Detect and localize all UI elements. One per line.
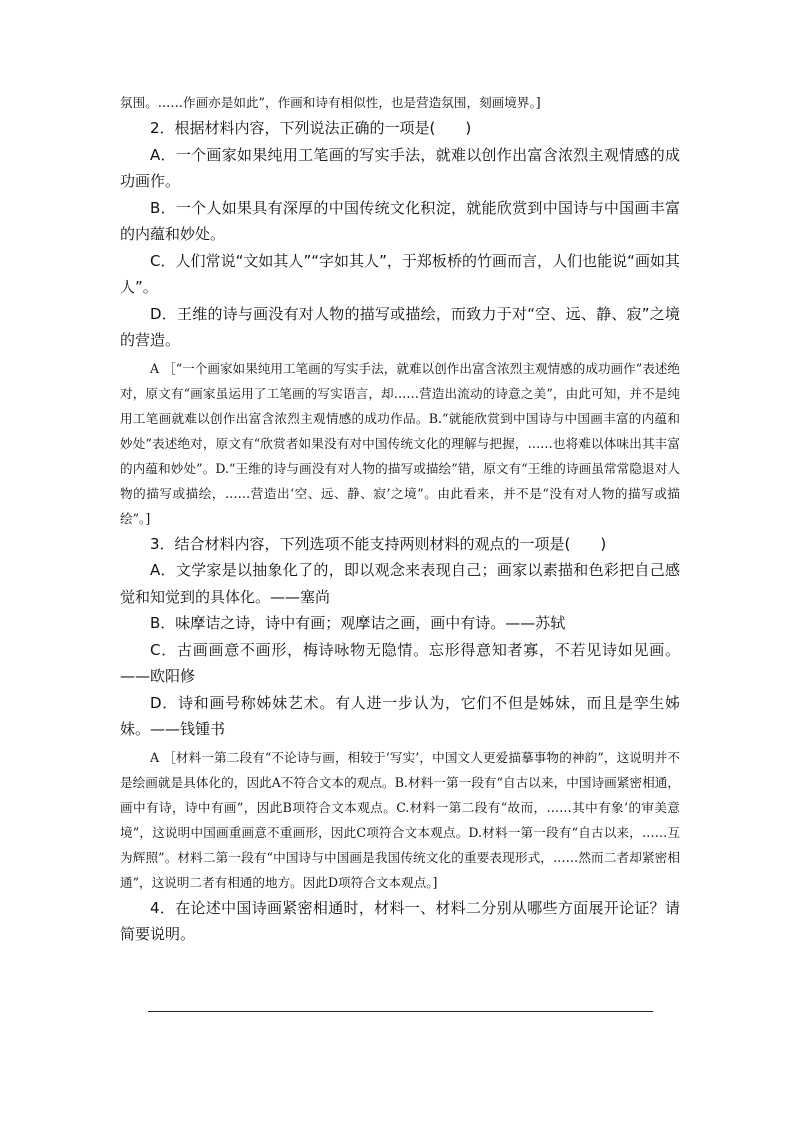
question-3-stem: 3．结合材料内容，下列选项不能支持两则材料的观点的一项是( ) bbox=[150, 534, 607, 553]
question-2-option-d: D．王维的诗与画没有对人物的描写或描绘，而致力于对“空、远、静、寂”之境的营造。 bbox=[120, 304, 680, 349]
question-2-option-a: A．一个画家如果纯用工笔画的写实手法，就难以创作出富含浓烈主观情感的成功画作。 bbox=[120, 145, 680, 190]
question-4-stem: 4．在论述中国诗画紧密相通时，材料一、材料二分别从哪些方面展开论证？请简要说明。 bbox=[120, 898, 680, 943]
question-3-option-d: D．诗和画号称姊妹艺术。有人进一步认为，它们不但是姊妹，而且是孪生姊妹。——钱锺书 bbox=[120, 693, 680, 738]
question-3-option-a: A．文学家是以抽象化了的，即以观念来表现自己；画家以素描和色彩把自己感觉和知觉到的具体化。——塞尚 bbox=[120, 561, 680, 606]
question-3-option-b: B．味摩诘之诗，诗中有画；观摩诘之画，画中有诗。——苏轼 bbox=[150, 614, 566, 632]
question-3-option-c: C．古画画意不画形，梅诗咏物无隐情。忘形得意知者寡，不若见诗如见画。——欧阳修 bbox=[120, 640, 680, 685]
question-2-option-c: C．人们常说“文如其人”“字如其人”，于郑板桥的竹画而言，人们也能说“画如其人”。 bbox=[120, 251, 680, 296]
question-3-answer: A ［材料一第二段有“不论诗与画，相较于‘写实’，中国文人更爱描摹事物的神韵”，这说明并不是绘画就是具体化的，因此A不符合文本的观点。B.材料一第一段有“自古以来，中国诗画紧密相通，画中有诗，诗中有画”，因此B项符合文本观点。C.材料一第二段有“故而，……其中有象’的审美意境”，这说明中国画重画意不重画形，因此C项符合文本观点。D.材料一第一段有“自古以来，……互为辉照”。材料二第一段有“中国诗与中国画是我国传统文化的重要表现形式，……然而二者却紧密相通”，这说明二者有相通的地方。因此D项符合文本观点。] bbox=[120, 749, 680, 890]
question-2-option-b: B．一个人如果具有深厚的中国传统文化积淀，就能欣赏到中国诗与中国画丰富的内蕴和妙处。 bbox=[120, 198, 680, 243]
question-2-answer: A ［“一个画家如果纯用工笔画的写实手法，就难以创作出富含浓烈主观情感的成功画作”表述绝对，原文有“画家虽运用了工笔画的写实语言，却……营造出流动的诗意之美”，由此可知，并不是纯用工笔画就难以创作出富含浓烈主观情感的成功作品。B.“就能欣赏到中国诗与中国画丰富的内蕴和妙处”表述绝对，原文有“欣赏者如果没有对中国传统文化的理解与把握，……也将难以体味出其丰富的内蕴和妙处”。D.“王维的诗与画没有对人物的描写或描绘”错，原文有“王维的诗画虽常常隐退对人物的描写或描绘，……营造出‘空、远、静、寂’之境”。由此看来，并不是“没有对人物的描写或描绘”。] bbox=[120, 360, 680, 526]
question-2-stem: 2．根据材料内容，下列说法正确的一项是( ) bbox=[150, 119, 472, 137]
document-body bbox=[120, 90, 680, 948]
previous-answer-tail: 氛围。……作画亦是如此”，作画和诗有相似性，也是营造氛围，刻画境界。] bbox=[120, 95, 541, 110]
answer-blank-line[interactable] bbox=[148, 1011, 653, 1012]
